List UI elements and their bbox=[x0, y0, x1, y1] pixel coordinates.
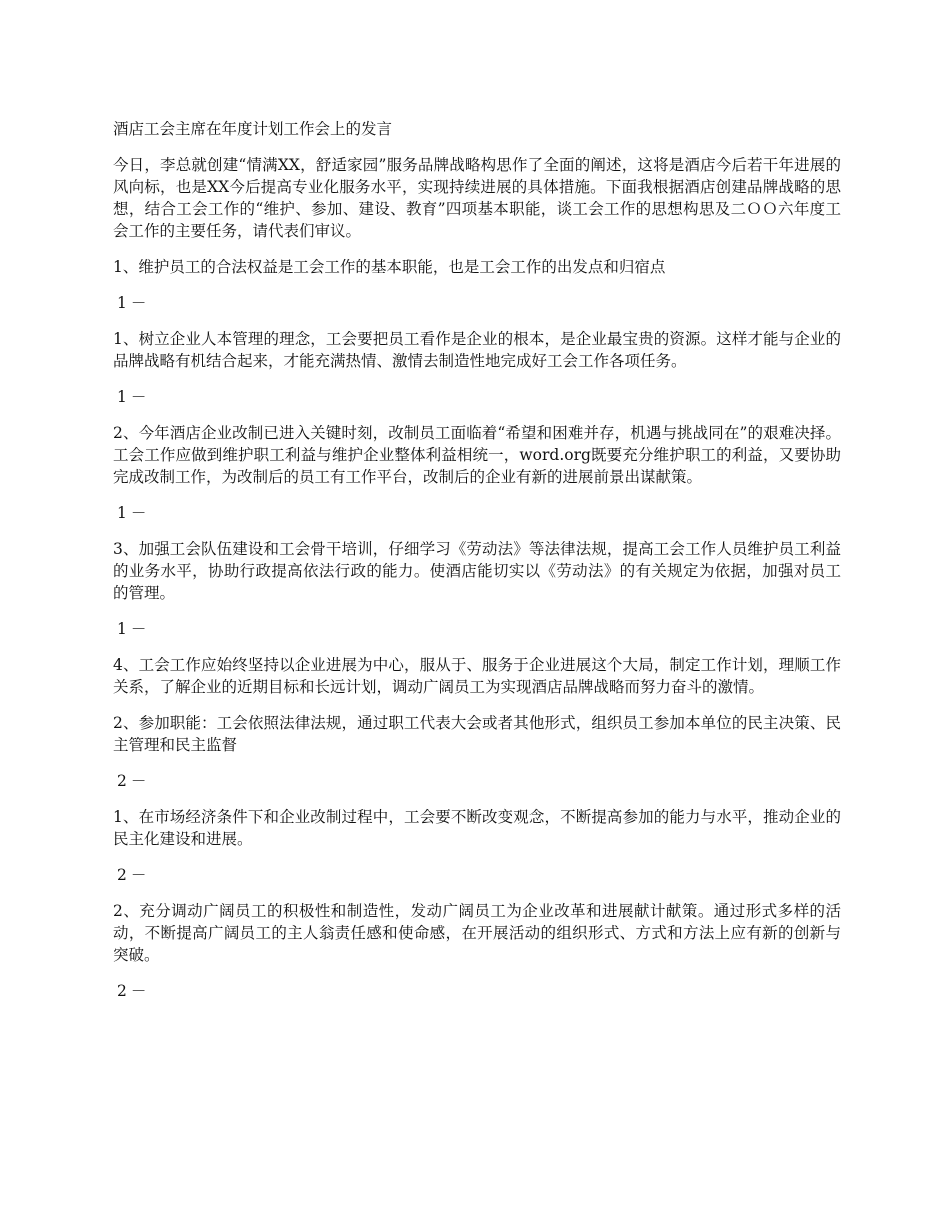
page-marker: 1－ bbox=[117, 620, 151, 638]
heading-section-2: 2、参加职能：工会依照法律法规，通过职工代表大会或者其他形式，组织员工参加本单位的民主决策、民主管理和民主监督 bbox=[113, 714, 841, 754]
paragraph-1-1: 1、树立企业人本管理的理念，工会要把员工看作是企业的根本，是企业最宝贵的资源。这样才能与企业的品牌战略有机结合起来，才能充满热情、激情去制造性地完成好工会工作各项任务。 bbox=[113, 330, 841, 370]
paragraph-intro: 今日，李总就创建“情满XX，舒适家园”服务品牌战略构思作了全面的阐述，这将是酒店今后若干年进展的风向标，也是XX今后提高专业化服务水平，实现持续进展的具体措施。下面我根据酒店创建品牌战略的思想，结合工会工作的“维护、参加、建设、教育”四项基本职能，谈工会工作的思想构思及二ＯＯ六年度工会工作的主要任务，请代表们审议。 bbox=[113, 156, 841, 240]
page-marker: 1－ bbox=[117, 388, 151, 406]
page-marker: 1－ bbox=[117, 504, 151, 522]
document-title: 酒店工会主席在年度计划工作会上的发言 bbox=[113, 120, 393, 138]
page-marker: 2－ bbox=[117, 866, 151, 884]
heading-section-1: 1、维护员工的合法权益是工会工作的基本职能，也是工会工作的出发点和归宿点 bbox=[113, 258, 666, 276]
paragraph-2-2: 2、充分调动广阔员工的积极性和制造性，发动广阔员工为企业改革和进展献计献策。通过形式多样的活动，不断提高广阔员工的主人翁责任感和使命感，在开展活动的组织形式、方式和方法上应有新的创新与突破。 bbox=[113, 902, 841, 964]
page-marker: 2－ bbox=[117, 772, 151, 790]
page-marker: 2－ bbox=[117, 982, 151, 1000]
paragraph-2-1: 1、在市场经济条件下和企业改制过程中，工会要不断改变观念，不断提高参加的能力与水平，推动企业的民主化建设和进展。 bbox=[113, 808, 841, 848]
paragraph-1-2: 2、今年酒店企业改制已进入关键时刻，改制员工面临着“希望和困难并存，机遇与挑战同在”的艰难决择。工会工作应做到维护职工利益与维护企业整体利益相统一，word.org既要充分维护职工的利益，又要协助完成改制工作，为改制后的员工有工作平台，改制后的企业有新的进展前景出谋献策。 bbox=[113, 424, 841, 486]
paragraph-1-4: 4、工会工作应始终坚持以企业进展为中心，服从于、服务于企业进展这个大局，制定工作计划，理顺工作关系，了解企业的近期目标和长远计划，调动广阔员工为实现酒店品牌战略而努力奋斗的激情。 bbox=[113, 656, 841, 696]
paragraph-1-3: 3、加强工会队伍建设和工会骨干培训，仔细学习《劳动法》等法律法规，提高工会工作人员维护员工利益的业务水平，协助行政提高依法行政的能力。使酒店能切实以《劳动法》的有关规定为依据，加强对员工的管理。 bbox=[113, 540, 841, 602]
page-marker: 1－ bbox=[117, 294, 151, 312]
document-page bbox=[113, 118, 841, 1016]
